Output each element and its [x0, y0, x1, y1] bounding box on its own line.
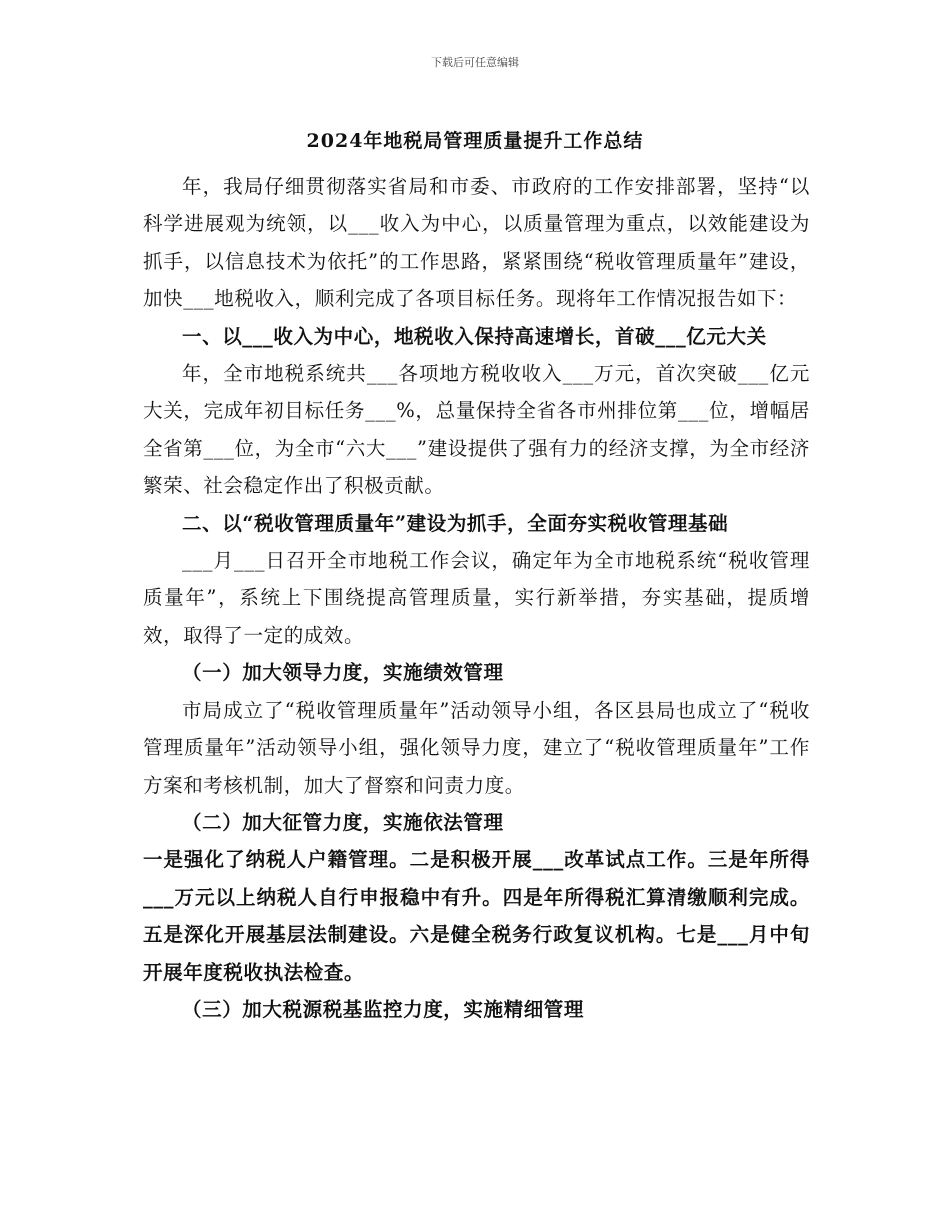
paragraph: 市局成立了“税收管理质量年”活动领导小组，各区县局也成立了“税收管理质量年”活动领导小组，强化领导力度，建立了“税收管理质量年”工作方案和考核机制，加大了督察和问责力度。	[143, 698, 810, 797]
paragraph: ___月___日召开全市地税工作会议，确定年为全市地税系统“税收管理质量年”，系统上下围绕提高管理质量，实行新举措，夯实基础，提质增效，取得了一定的成效。	[143, 549, 810, 647]
page-header-note: 下载后可任意编辑	[431, 56, 519, 69]
paragraph: 年，全市地税系统共___各项地方税收收入___万元，首次突破___亿元大关，完成年初目标任务___%，总量保持全省各市州排位第___位，增幅居全省第___位，为全市“六大___”建设提供了强有力的经济支撑，为全市经济繁荣、社会稳定作出了积极贡献。	[143, 362, 810, 498]
subsection-heading: （一）加大领导力度，实施绩效管理	[182, 661, 504, 685]
document-body	[143, 168, 810, 1028]
section-heading: 一、以___收入为中心，地税收入保持高速增长，首破___亿元大关	[182, 324, 767, 348]
paragraph: 年，我局仔细贯彻落实省局和市委、市政府的工作安排部署，坚持“以科学进展观为统领，以___收入为中心，以质量管理为重点，以效能建设为抓手，以信息技术为依托”的工作思路，紧紧围绕“税收管理质量年”建设，加快___地税收入，顺利完成了各项目标任务。现将年工作情况报告如下：	[143, 175, 810, 311]
subsection-heading: （三）加大税源税基监控力度，实施精细管理	[182, 997, 585, 1021]
paragraph: 一是强化了纳税人户籍管理。二是积极开展___改革试点工作。三是年所得___万元以上纳税人自行申报稳中有升。四是年所得税汇算清缴顺利完成。五是深化开展基层法制建设。六是健全税务行政复议机构。七是___月中旬开展年度税收执法检查。	[143, 848, 810, 984]
document-title: 2024年地税局管理质量提升工作总结	[306, 130, 644, 152]
section-heading: 二、以“税收管理质量年”建设为抓手，全面夯实税收管理基础	[182, 511, 729, 535]
subsection-heading: （二）加大征管力度，实施依法管理	[182, 810, 504, 834]
